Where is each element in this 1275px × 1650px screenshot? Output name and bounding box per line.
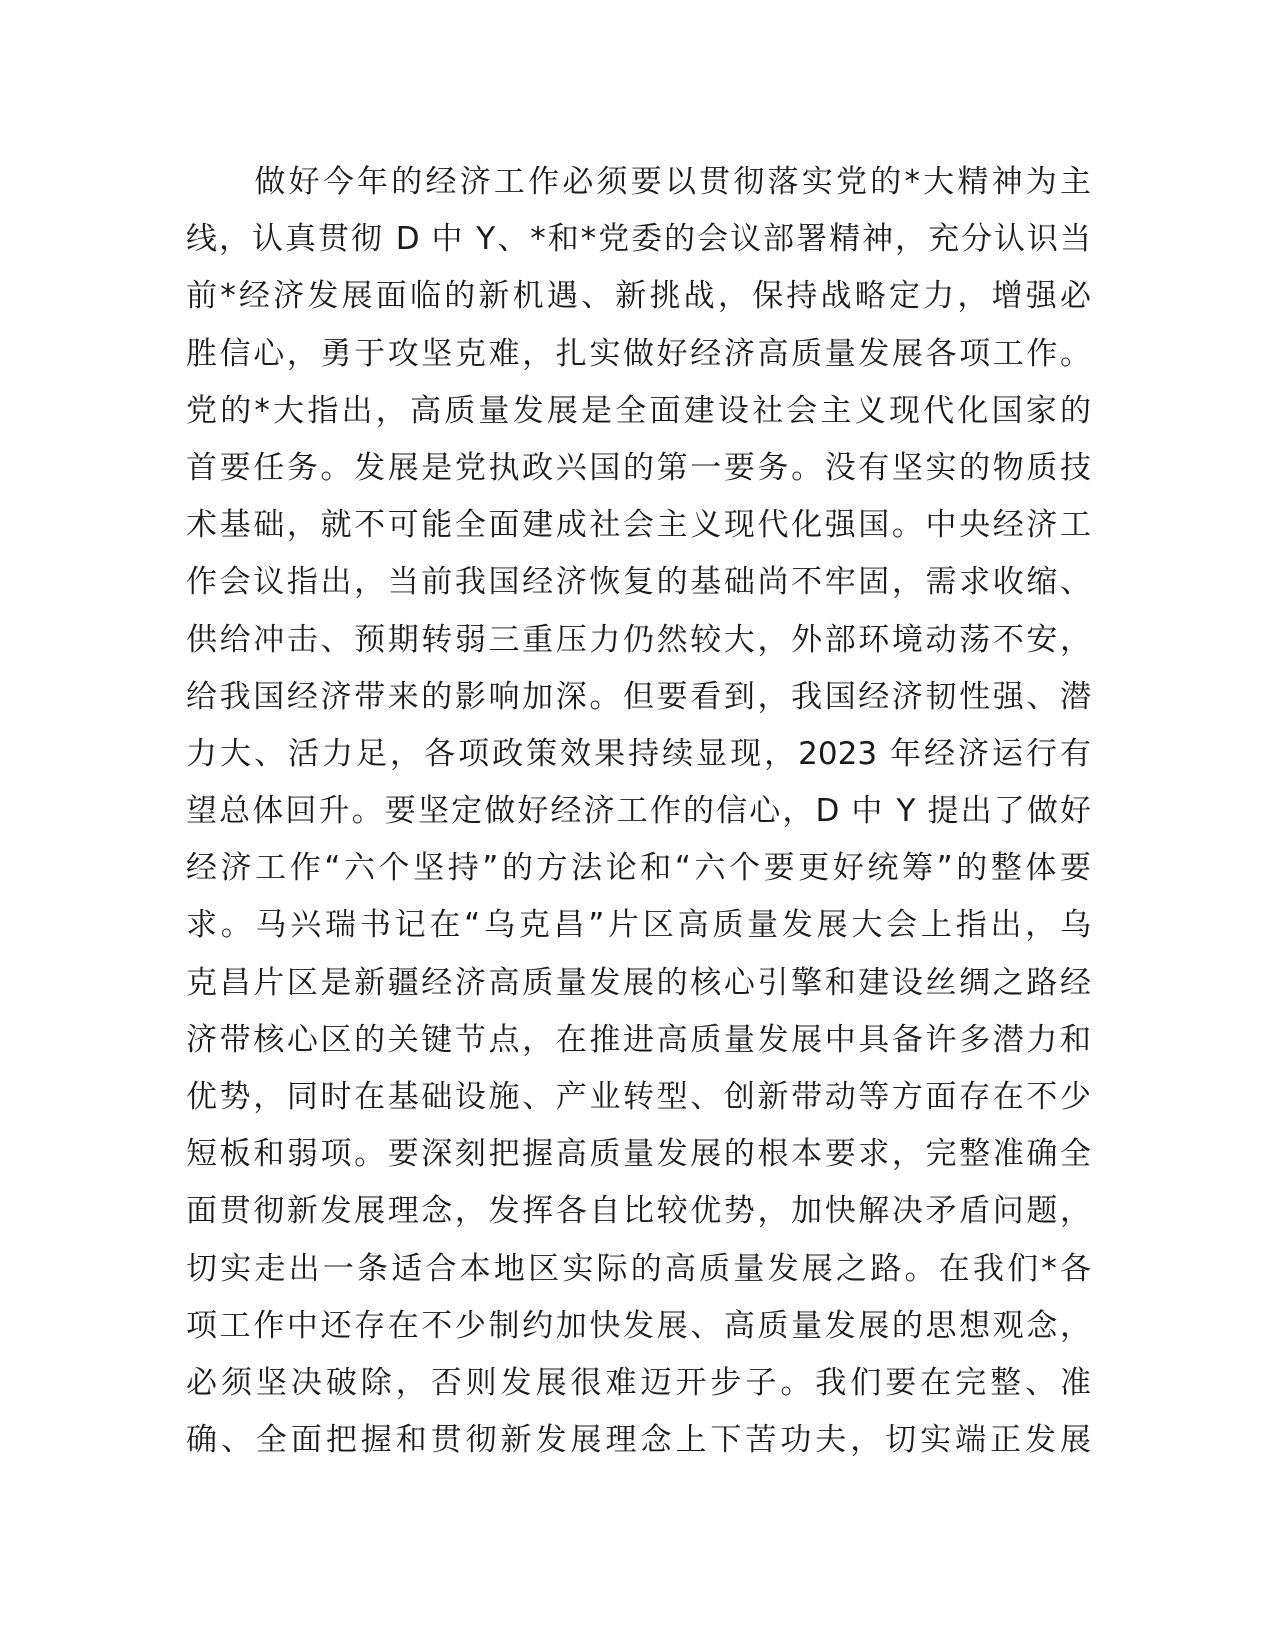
text-line: 项工作中还存在不少制约加快发展、高质量发展的思想观念， xyxy=(186,1307,1091,1344)
text-line: 术基础，就不可能全面建成社会主义现代化强国。中央经济工 xyxy=(186,507,1091,544)
text-line: 线，认真贯彻 D 中 Y、*和*党委的会议部署精神，充分认识当 xyxy=(186,221,1091,258)
text-line: 切实走出一条适合本地区实际的高质量发展之路。在我们*各 xyxy=(186,1250,1091,1287)
text-line: 望总体回升。要坚定做好经济工作的信心，D 中 Y 提出了做好 xyxy=(186,793,1091,830)
text-line: 确、全面把握和贯彻新发展理念上下苦功夫，切实端正发展 xyxy=(186,1422,1091,1459)
text-line: 力大、活力足，各项政策效果持续显现，2023 年经济运行有 xyxy=(186,735,1091,772)
text-line: 前*经济发展面临的新机遇、新挑战，保持战略定力，增强必 xyxy=(186,278,1091,315)
text-line: 克昌片区是新疆经济高质量发展的核心引擎和建设丝绸之路经 xyxy=(186,964,1091,1001)
text-line: 胜信心，勇于攻坚克难，扎实做好经济高质量发展各项工作。 xyxy=(186,335,1091,372)
text-line: 必须坚决破除，否则发展很难迈开步子。我们要在完整、准 xyxy=(186,1364,1091,1401)
text-line: 优势，同时在基础设施、产业转型、创新带动等方面存在不少 xyxy=(186,1079,1091,1115)
text-line: 济带核心区的关键节点，在推进高质量发展中具备许多潜力和 xyxy=(186,1021,1091,1058)
text-line: 求。马兴瑞书记在“乌克昌”片区高质量发展大会上指出，乌 xyxy=(186,907,1091,944)
text-line: 经济工作“六个坚持”的方法论和“六个要更好统筹”的整体要 xyxy=(186,850,1091,887)
text-line: 面贯彻新发展理念，发挥各自比较优势，加快解决矛盾问题， xyxy=(186,1193,1091,1230)
text-line: 短板和弱项。要深刻把握高质量发展的根本要求，完整准确全 xyxy=(186,1136,1091,1173)
text-line: 首要任务。发展是党执政兴国的第一要务。没有坚实的物质技 xyxy=(186,449,1091,486)
body-paragraph xyxy=(186,154,1091,1469)
text-line: 党的*大指出，高质量发展是全面建设社会主义现代化国家的 xyxy=(186,392,1091,429)
text-line: 给我国经济带来的影响加深。但要看到，我国经济韧性强、潜 xyxy=(186,678,1091,715)
text-line: 供给冲击、预期转弱三重压力仍然较大，外部环境动荡不安， xyxy=(186,621,1091,658)
text-line: 作会议指出，当前我国经济恢复的基础尚不牢固，需求收缩、 xyxy=(186,564,1091,601)
text-line: 做好今年的经济工作必须要以贯彻落实党的*大精神为主 xyxy=(186,164,1091,200)
